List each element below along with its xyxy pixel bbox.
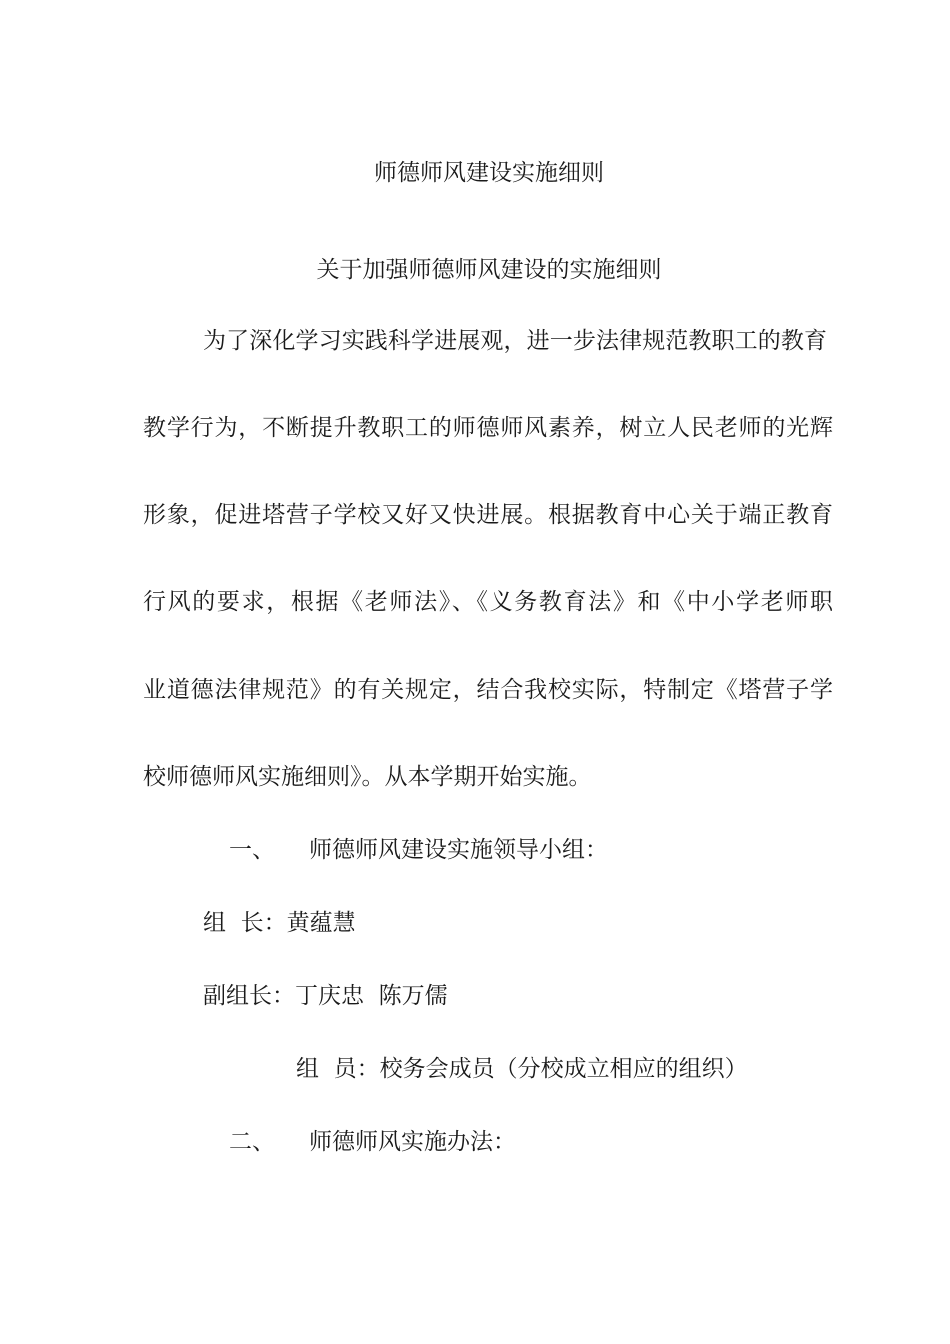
paragraph-line-1: 为了深化学习实践科学进展观，进一步法律规范教职工的教育 (203, 328, 827, 354)
paragraph-line-2: 教学行为，不断提升教职工的师德师风素养，树立人民老师的光辉 (143, 415, 833, 441)
section-1-title: 师德师风建设实施领导小组： (309, 837, 608, 863)
paragraph-line-3: 形象，促进塔营子学校又好又快进展。根据教育中心关于端正教育 (143, 502, 833, 528)
deputy-leaders: 副组长：丁庆忠 陈万儒 (203, 983, 448, 1009)
paragraph-line-6: 校师德师风实施细则》。从本学期开始实施。 (143, 764, 592, 790)
group-leader: 组 长：黄蕴慧 (203, 910, 356, 936)
document-subtitle: 关于加强师德师风建设的实施细则 (316, 257, 662, 283)
group-members: 组 员：校务会成员（分校成立相应的组织） (296, 1056, 748, 1082)
section-1-heading (229, 834, 608, 866)
document-title: 师德师风建设实施细则 (374, 160, 604, 186)
section-1-number: 一、 (229, 837, 275, 863)
section-2-title: 师德师风实施办法： (309, 1129, 516, 1155)
paragraph-line-5: 业道德法律规范》的有关规定，结合我校实际，特制定《塔营子学 (143, 677, 833, 703)
section-2-number: 二、 (229, 1129, 275, 1155)
section-2-heading (229, 1126, 516, 1158)
paragraph-line-4: 行风的要求，根据《老师法》、《义务教育法》和《中小学老师职 (143, 589, 833, 615)
